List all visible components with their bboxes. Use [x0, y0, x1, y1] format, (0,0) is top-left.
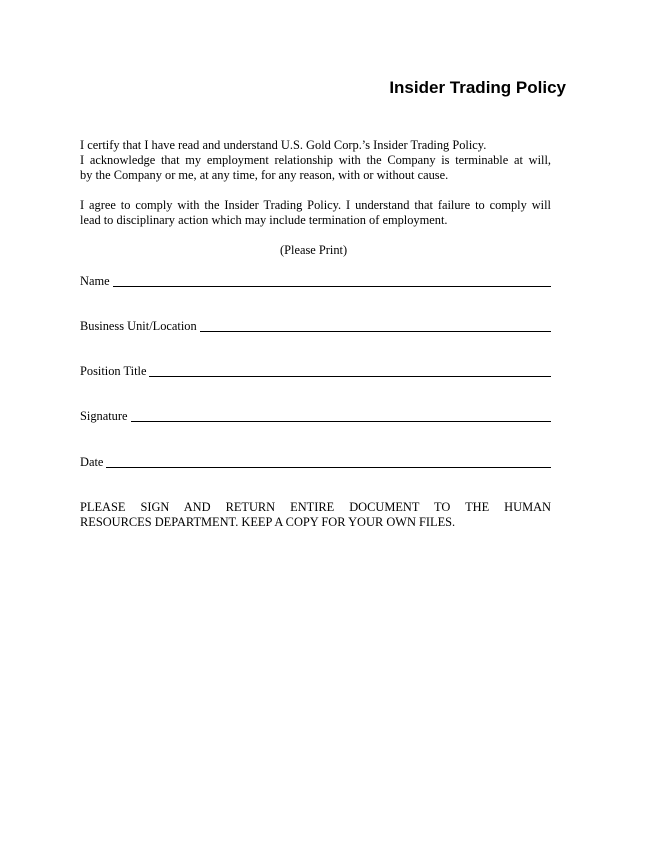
- instructions-line-1: PLEASE SIGN AND RETURN ENTIRE DOCUMENT TO THE HUMAN: [80, 500, 551, 514]
- position-title-label: Position Title: [80, 364, 147, 378]
- business-unit-label: Business Unit/Location: [80, 319, 197, 333]
- date-field[interactable]: [80, 455, 551, 470]
- name-label: Name: [80, 274, 110, 288]
- signature-label: Signature: [80, 409, 128, 423]
- agreement-paragraph: [80, 198, 551, 228]
- return-instructions: [80, 500, 551, 530]
- certification-line-1: I certify that I have read and understand U.S. Gold Corp.’s Insider Trading Policy.: [80, 138, 487, 152]
- position-title-field[interactable]: [80, 364, 551, 379]
- date-line[interactable]: [106, 455, 551, 468]
- name-line[interactable]: [113, 274, 551, 287]
- position-title-line[interactable]: [149, 364, 551, 377]
- certification-paragraph: [80, 138, 551, 183]
- certification-line-3: by the Company or me, at any time, for any reason, with or without cause.: [80, 168, 449, 182]
- business-unit-field[interactable]: [80, 319, 551, 334]
- name-field[interactable]: [80, 274, 551, 289]
- signature-line[interactable]: [131, 409, 552, 422]
- instructions-line-2: RESOURCES DEPARTMENT. KEEP A COPY FOR YOUR OWN FILES.: [80, 515, 456, 529]
- certification-line-2: I acknowledge that my employment relationship with the Company is terminable at will,: [80, 153, 551, 167]
- agreement-line-2: lead to disciplinary action which may include termination of employment.: [80, 213, 448, 227]
- page-title: Insider Trading Policy: [389, 78, 566, 97]
- business-unit-line[interactable]: [200, 319, 551, 332]
- please-print-note: (Please Print): [280, 243, 348, 257]
- signature-field[interactable]: [80, 409, 551, 424]
- agreement-line-1: I agree to comply with the Insider Trading Policy. I understand that failure to comply will: [80, 198, 551, 212]
- date-label: Date: [80, 455, 104, 469]
